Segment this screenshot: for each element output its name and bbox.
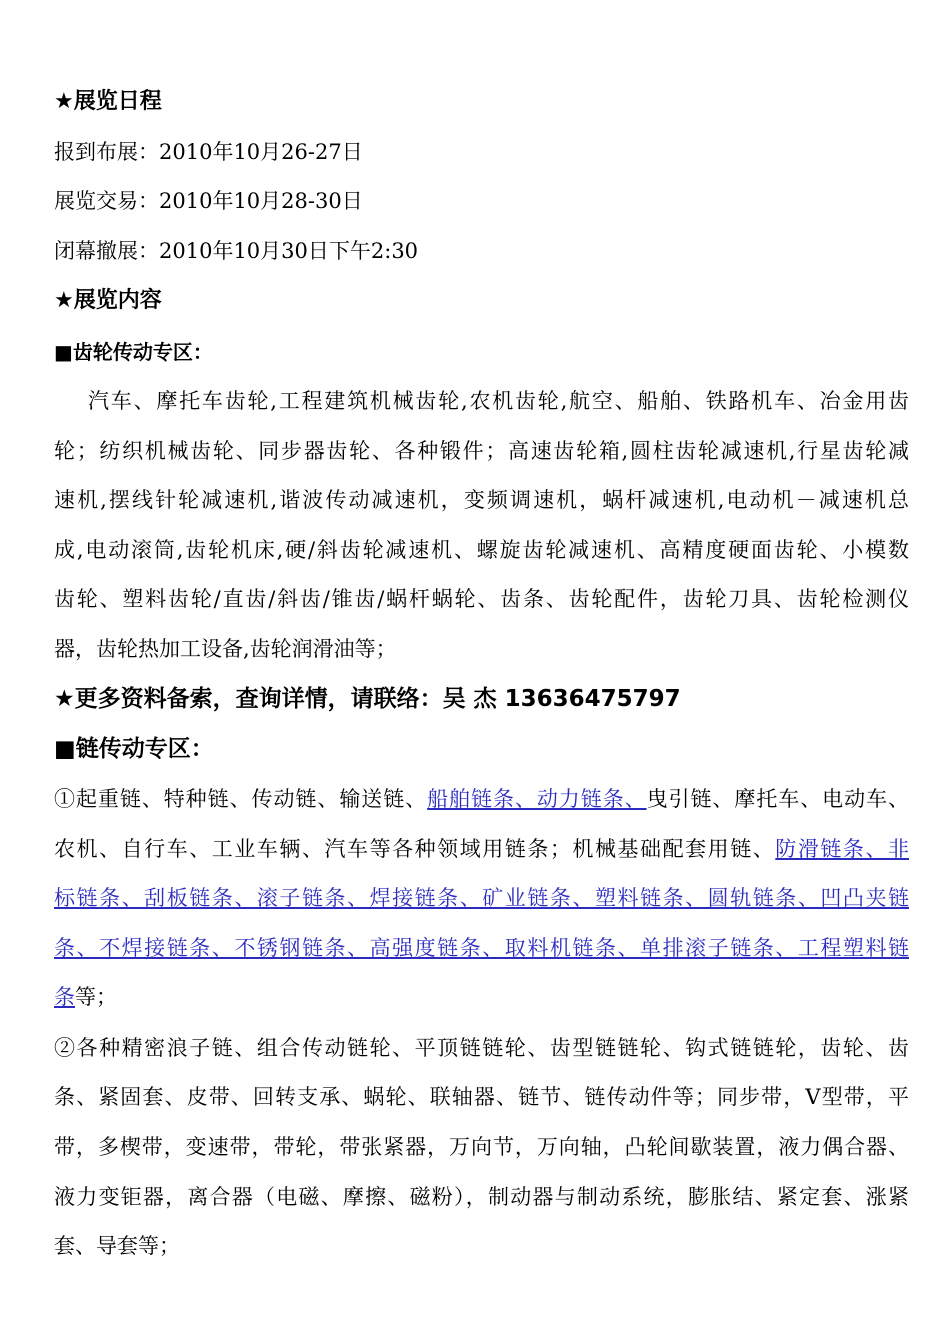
gear-zone-line: 汽车、摩托车齿轮,工程建筑机械齿轮,农机齿轮,航空、船舶、铁路机车、冶金用齿 — [88, 389, 909, 413]
gear-zone-line: 轮；纺织机械齿轮、同步器齿轮、各种锻件；高速齿轮箱,圆柱齿轮减速机,行星齿轮减 — [54, 439, 909, 463]
content-heading: ★展览内容 — [54, 288, 162, 313]
chain-zone-item2-line: 液力变钜器，离合器（电磁、摩擦、磁粉），制动器与制动系统，膨胀结、紧定套、涨紧 — [54, 1185, 909, 1209]
chain-zone-item2-line: ②各种精密浪子链、组合传动链轮、平顶链链轮、齿型链链轮、钩式链链轮，齿轮、齿 — [54, 1036, 909, 1060]
chain-text: 农机、自行车、工业车辆、汽车等各种领域用链条；机械基础配套用链、 — [54, 837, 776, 861]
chain-link[interactable]: 防滑链条、非 — [775, 837, 909, 861]
chain-zone-item2-line: 套、导套等； — [54, 1234, 180, 1258]
closing-dates: 闭幕撤展：2010年10月30日下午2:30 — [54, 239, 419, 263]
trade-dates: 展览交易：2010年10月28-30日 — [54, 189, 363, 213]
chain-zone-item1-line — [54, 834, 909, 866]
gear-zone-heading: ■齿轮传动专区： — [54, 340, 213, 364]
chain-zone-heading: ■链传动专区： — [54, 736, 214, 762]
chain-link[interactable]: 船舶链条、动力链条、 — [427, 787, 647, 811]
contact-line: ★更多资料备索，查询详情，请联络：吴 杰 13636475797 — [54, 686, 681, 712]
chain-zone-item1-line — [54, 982, 909, 1014]
chain-zone-item1-line — [54, 933, 909, 965]
chain-zone-item2-line: 条、紧固套、皮带、回转支承、蜗轮、联轴器、链节、链传动件等；同步带，V型带，平 — [54, 1085, 909, 1109]
chain-text: 等； — [75, 985, 117, 1009]
gear-zone-line: 器，齿轮热加工设备,齿轮润滑油等； — [54, 637, 397, 661]
chain-link[interactable]: 标链条、刮板链条、滚子链条、焊接链条、矿业链条、塑料链条、圆轨链条、凹凸夹链 — [54, 886, 909, 910]
gear-zone-line: 成,电动滚筒,齿轮机床,硬/斜齿轮减速机、螺旋齿轮减速机、高精度硬面齿轮、小模数 — [54, 538, 909, 562]
gear-zone-line: 速机,摆线针轮减速机,谐波传动减速机，变频调速机，蜗杆减速机,电动机－减速机总 — [54, 488, 909, 512]
checkin-dates: 报到布展：2010年10月26-27日 — [54, 140, 363, 164]
chain-link[interactable]: 条 — [54, 985, 75, 1009]
chain-link[interactable]: 条、不焊接链条、不锈钢链条、高强度链条、取料机链条、单排滚子链条、工程塑料链 — [54, 936, 909, 960]
gear-zone-line: 齿轮、塑料齿轮/直齿/斜齿/锥齿/蜗杆蜗轮、齿条、齿轮配件，齿轮刀具、齿轮检测仪 — [54, 587, 909, 611]
chain-zone-item1-line — [54, 784, 909, 816]
chain-text: 曳引链、摩托车、电动车、 — [646, 787, 909, 811]
chain-zone-item1-line — [54, 883, 909, 915]
schedule-heading: ★展览日程 — [54, 89, 162, 114]
chain-text: ①起重链、特种链、传动链、输送链、 — [54, 787, 428, 811]
chain-zone-item2-line: 带，多楔带，变速带，带轮，带张紧器，万向节，万向轴，凸轮间歇装置，液力偶合器、 — [54, 1135, 909, 1159]
